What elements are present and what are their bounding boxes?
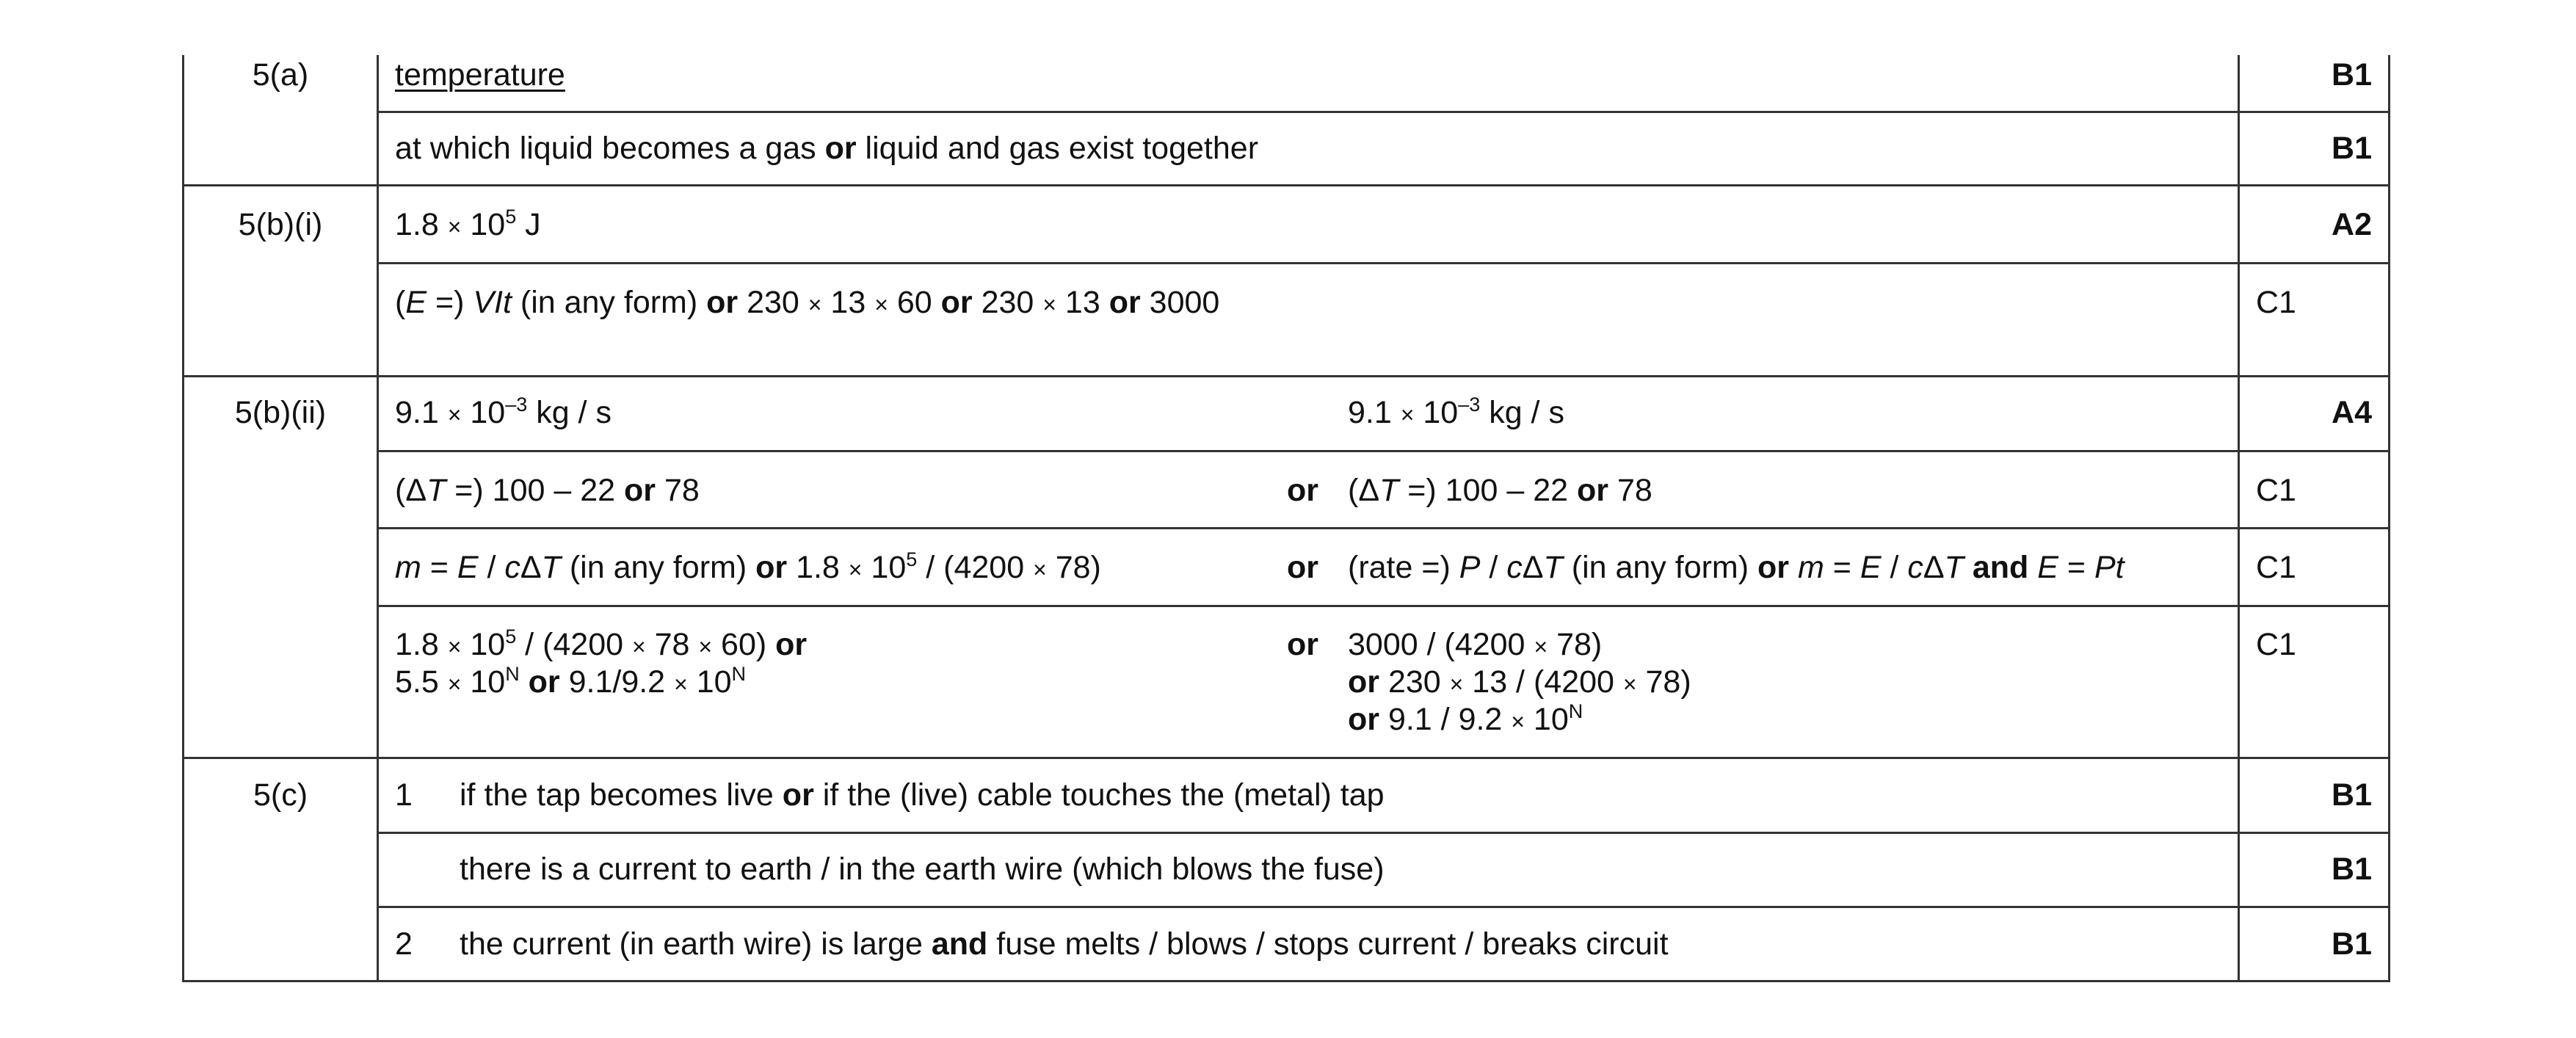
- column-divider-marks: [2238, 55, 2240, 982]
- row-divider: [182, 184, 2390, 186]
- row-divider: [377, 605, 2390, 607]
- text-segment: (in any form): [511, 285, 707, 320]
- text-segment: =): [427, 285, 474, 320]
- text-segment: 60): [712, 627, 776, 662]
- or-keyword: or: [1757, 550, 1790, 585]
- text-segment: liquid and gas exist together: [856, 131, 1259, 166]
- mark: A4: [2332, 395, 2372, 430]
- variable: VIt: [473, 285, 512, 320]
- times-sign: ×: [874, 291, 888, 318]
- text-segment: 5.5: [395, 664, 448, 700]
- exponent: 5: [505, 625, 517, 647]
- times-sign: ×: [698, 634, 713, 660]
- text-segment: 1.8: [395, 207, 448, 242]
- times-sign: ×: [1622, 671, 1637, 697]
- mark: B1: [2332, 131, 2372, 166]
- delta-symbol: Δ: [1522, 550, 1544, 585]
- mark: C1: [2256, 285, 2296, 320]
- answer-text: [395, 206, 541, 246]
- text-segment: 10: [461, 207, 506, 242]
- variable: m: [1797, 550, 1824, 585]
- text-segment: 13: [1056, 285, 1109, 320]
- text-segment: 78: [656, 473, 700, 508]
- table-border-bottom: [182, 980, 2390, 982]
- question-number: 5(a): [252, 57, 309, 92]
- row-divider: [377, 906, 2390, 908]
- text-segment: (: [1348, 473, 1359, 508]
- text-segment: 10: [461, 395, 506, 430]
- answer-keyword: temperature: [395, 57, 565, 92]
- and-keyword: and: [931, 926, 988, 962]
- row-divider: [182, 757, 2390, 759]
- answer-text: [460, 925, 1669, 963]
- text-segment: 3000: [1140, 285, 1220, 320]
- mark: C1: [2256, 627, 2296, 662]
- answer-left-line-1: [395, 625, 807, 666]
- text-segment: (in any form): [560, 550, 756, 585]
- variable: c: [1907, 550, 1923, 585]
- text-segment: 1.8: [787, 550, 849, 585]
- answer-text: [395, 283, 1219, 324]
- unit: kg / s: [527, 395, 612, 430]
- text-segment: there is a current to earth / in the earth wire (which blows the fuse): [460, 852, 1385, 887]
- text-segment: 1.8: [395, 627, 448, 662]
- variable: E: [2037, 550, 2058, 585]
- mark: B1: [2332, 57, 2372, 92]
- table-border-left: [182, 55, 184, 982]
- times-sign: ×: [808, 291, 822, 318]
- mark: B1: [2332, 852, 2372, 887]
- text-segment: 78): [1636, 664, 1691, 700]
- text-segment: =) 100 – 22: [446, 473, 624, 508]
- text-segment: (: [395, 285, 406, 320]
- variable: T: [1944, 550, 1964, 585]
- text-segment: =: [2058, 550, 2094, 585]
- table-border-right: [2388, 55, 2390, 982]
- variable: T: [1543, 550, 1563, 585]
- alternative-or: or: [1287, 550, 1318, 585]
- delta-symbol: Δ: [1923, 550, 1945, 585]
- answer-left: [395, 548, 1101, 589]
- or-keyword: or: [1577, 473, 1608, 508]
- text-segment: 78): [1548, 627, 1603, 662]
- text-segment: / (4200: [917, 550, 1034, 585]
- times-sign: ×: [447, 671, 462, 697]
- text-segment: /: [1881, 550, 1908, 585]
- exponent: N: [505, 663, 520, 685]
- answer-text: [395, 129, 1258, 167]
- text-segment: if the tap becomes live: [460, 777, 783, 813]
- row-divider: [182, 375, 2390, 377]
- text-segment: =) 100 – 22: [1398, 473, 1577, 508]
- answer-right-line-2: [1348, 663, 1691, 703]
- or-keyword: or: [824, 131, 857, 166]
- text-segment: /: [1480, 550, 1507, 585]
- alternative-or: or: [1287, 627, 1318, 662]
- variable: T: [541, 550, 561, 585]
- point-number: 1: [395, 777, 413, 813]
- mark: B1: [2332, 777, 2372, 813]
- times-sign: ×: [447, 214, 462, 240]
- exponent: N: [1568, 700, 1583, 722]
- text-segment: at which liquid becomes a gas: [395, 131, 825, 166]
- text-segment: 9.1/9.2: [559, 664, 675, 700]
- text-segment: (: [395, 473, 406, 508]
- text-segment: /: [478, 550, 505, 585]
- variable: P: [1459, 550, 1481, 585]
- text-segment: 230: [738, 285, 808, 320]
- exponent: –3: [1458, 393, 1481, 415]
- mark: B1: [2332, 926, 2372, 962]
- text-segment: 230: [1379, 664, 1450, 700]
- times-sign: ×: [1042, 291, 1056, 318]
- text-segment: [2028, 550, 2037, 585]
- or-keyword: or: [775, 627, 808, 662]
- answer-left-line-2: [395, 663, 746, 703]
- text-segment: 10: [1414, 395, 1459, 430]
- variable: T: [1379, 473, 1399, 508]
- question-number: 5(b)(i): [238, 207, 323, 242]
- text-segment: [1964, 550, 1973, 585]
- or-keyword: or: [624, 473, 656, 508]
- text-segment: 78): [1046, 550, 1101, 585]
- variable: E: [457, 550, 479, 585]
- text-segment: 9.1 / 9.2: [1379, 702, 1512, 737]
- times-sign: ×: [447, 402, 462, 428]
- text-segment: =: [1824, 550, 1860, 585]
- times-sign: ×: [1033, 556, 1047, 583]
- text-segment: 13: [821, 285, 875, 320]
- or-keyword: or: [528, 664, 560, 700]
- or-keyword: or: [1348, 664, 1379, 700]
- mark: C1: [2256, 473, 2296, 508]
- answer-right: [1348, 393, 1564, 434]
- times-sign: ×: [632, 634, 646, 660]
- unit: kg / s: [1480, 395, 1564, 430]
- text-segment: if the (live) cable touches the (metal) tap: [813, 777, 1385, 813]
- alternative-or: or: [1287, 473, 1318, 508]
- text-segment: fuse melts / blows / stops current / breaks circuit: [987, 926, 1669, 962]
- text-segment: 10: [862, 550, 907, 585]
- variable: T: [427, 473, 446, 508]
- variable: E: [405, 285, 427, 320]
- variable: c: [1506, 550, 1523, 585]
- text-segment: / (4200: [516, 627, 632, 662]
- variable: E: [1860, 550, 1882, 585]
- text-segment: the current (in earth wire) is large: [460, 926, 932, 962]
- text-segment: 78: [1608, 473, 1652, 508]
- or-keyword: or: [755, 550, 788, 585]
- times-sign: ×: [848, 556, 863, 583]
- exponent: –3: [505, 393, 528, 415]
- or-keyword: or: [706, 285, 739, 320]
- unit: J: [516, 207, 541, 242]
- text-segment: 10: [461, 664, 506, 700]
- and-keyword: and: [1972, 550, 2029, 585]
- text-segment: 10: [1524, 702, 1569, 737]
- text-segment: 3000 / (4200: [1348, 627, 1534, 662]
- delta-symbol: Δ: [520, 550, 542, 585]
- times-sign: ×: [1449, 671, 1464, 697]
- row-divider: [377, 450, 2390, 452]
- point-number: 2: [395, 926, 413, 962]
- answer-right-line-3: [1348, 700, 1583, 741]
- delta-symbol: Δ: [1358, 473, 1380, 508]
- row-divider: [377, 527, 2390, 529]
- exponent: 5: [505, 206, 517, 228]
- times-sign: ×: [1511, 708, 1525, 735]
- delta-symbol: Δ: [405, 473, 427, 508]
- text-segment: 230: [972, 285, 1043, 320]
- answer-right-line-1: [1348, 625, 1602, 666]
- times-sign: ×: [1400, 402, 1415, 428]
- text-segment: 60: [888, 285, 941, 320]
- row-divider: [377, 262, 2390, 264]
- mark: C1: [2256, 550, 2296, 585]
- text-segment: (rate =): [1348, 550, 1459, 585]
- answer-right: [1348, 471, 1652, 509]
- answer-left: [395, 393, 612, 434]
- times-sign: ×: [447, 634, 462, 660]
- text-segment: 10: [461, 627, 506, 662]
- times-sign: ×: [674, 671, 688, 697]
- row-divider: [377, 832, 2390, 834]
- text-segment: (in any form): [1562, 550, 1758, 585]
- column-divider-question: [377, 55, 379, 982]
- answer-text: [460, 850, 1385, 888]
- answer-text: [460, 776, 1385, 814]
- variable: Pt: [2094, 550, 2125, 585]
- exponent: N: [731, 663, 747, 685]
- row-divider: [377, 111, 2390, 113]
- or-keyword: or: [782, 777, 814, 813]
- text-segment: 9.1: [395, 395, 448, 430]
- or-keyword: or: [1109, 285, 1141, 320]
- text-segment: =: [421, 550, 457, 585]
- answer-text: [395, 56, 565, 94]
- text-segment: 10: [687, 664, 732, 700]
- answer-right: [1348, 548, 2125, 587]
- exponent: 5: [906, 548, 918, 570]
- mark: A2: [2332, 207, 2372, 242]
- text-segment: [1789, 550, 1798, 585]
- question-number: 5(c): [253, 777, 308, 813]
- answer-left: [395, 471, 700, 509]
- text-segment: 9.1: [1348, 395, 1401, 430]
- text-segment: 13 / (4200: [1463, 664, 1623, 700]
- variable: c: [504, 550, 520, 585]
- or-keyword: or: [1348, 702, 1379, 737]
- question-number: 5(b)(ii): [234, 395, 327, 430]
- times-sign: ×: [1534, 634, 1548, 660]
- text-segment: [520, 664, 529, 700]
- text-segment: 78: [645, 627, 699, 662]
- variable: m: [395, 550, 421, 585]
- or-keyword: or: [940, 285, 973, 320]
